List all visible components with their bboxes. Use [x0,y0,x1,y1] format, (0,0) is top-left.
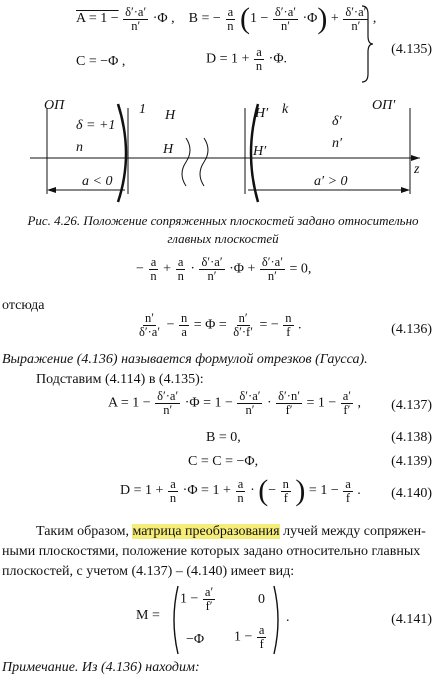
eq-4135-B: B = − [188,11,221,27]
paragraph-line2: ными плоскостями, положение которых задано относительно главных [2,544,421,559]
label-H-top: H [165,108,176,123]
label-H-prime-top: H′ [255,106,269,121]
paragraph-line3: плоскостей, с учетом (4.137) – (4.140) имеет вид: [2,564,295,579]
eq-4138: B = 0, [206,430,241,445]
substitute-line: Подставим (4.114) в (4.135): [36,372,204,387]
eq-4136: $\frac{n'}{\delta'\cdot a'}$ − $\frac{n}{a}$ = Φ = $\frac{n'}{\delta'\cdot f'}$ = − $\frac{n}{f}$ . [139,311,302,339]
matrix-m22: 1 − $\frac{a}{f}$ [234,623,265,651]
fraction: $\frac{\delta'\cdot a'}{n'}$ [345,4,367,33]
fraction: $\frac{a}{n}$ [255,45,263,73]
fraction: $\frac{a}{n}$ [227,4,234,33]
matrix-left-paren-icon [168,584,180,656]
eq-number-4140: (4.140) [391,486,432,501]
matrix-m12: 0 [258,592,265,607]
eq-4137: A = 1 − $\frac{\delta'\cdot a'}{n'}$ ·Φ = 1 − $\frac{\delta'\cdot a'}{n'}$ · $\frac{\delta'\cdot n'}{f'}$ = 1 − $\frac{a'}{f'}$ , [108,389,362,417]
label-H-bottom: H [163,142,174,157]
eq-number-4138: (4.138) [391,430,432,445]
eq-number-4139: (4.139) [391,454,432,469]
eq-gauss-derivation: − $\frac{a}{n}$ + $\frac{a}{n}$ · $\frac{\delta'\cdot a'}{n'}$ ·Φ + $\frac{\delta'\cdot a'}{n'}$ = 0, [136,255,312,283]
eq-number-4135: (4.135) [391,42,432,57]
label-delta-prime: δ′ [332,114,342,129]
highlighted-term: матрица преобразования [132,524,280,539]
label-H-prime-bottom: H′ [253,144,267,159]
eq-4135-row1: A = 1 − $\frac{\delta'\cdot a'}{n'}$ ·Φ , B = − $\frac{a}{n}$ (1 − $\frac{\delta'\cdot a'}{n'}$ ·Φ) + $\frac{\delta'\cdot a'}{n'}$ , [76,2,377,35]
matrix-m11: 1 − $\frac{a'}{f'}$ [180,585,214,613]
eq-4141-end: . [286,610,290,625]
word-otsyuda: отсюда [2,298,45,313]
label-op-prime: ОП′ [372,98,396,113]
figure-caption-line1: Рис. 4.26. Положение сопряженных плоскостей задано относительно [27,213,419,228]
eq-4140: D = 1 + $\frac{a}{n}$ ·Φ = 1 + $\frac{a}{n}$ · (− $\frac{n}{f}$ ) = 1 − $\frac{a}{f}$ . [120,474,361,507]
eq-4135-C: C = −Φ , [76,54,126,69]
eq-number-4137: (4.137) [391,398,432,413]
fraction: $\frac{\delta'\cdot a'}{n'}$ [125,4,147,33]
eq-4139: C = C = −Φ, [188,454,259,469]
curly-brace-icon [360,4,374,84]
label-1: 1 [139,102,146,117]
label-n: n [76,140,83,155]
eq-4135-D: D = 1 + $\frac{a}{n}$ ·Φ. [206,45,288,73]
label-z: z [414,162,420,177]
label-k: k [282,102,289,117]
matrix-right-paren-icon [272,584,284,656]
eq-4141-lhs: M = [136,608,160,623]
gauss-formula-line: Выражение (4.136) называется формулой отрезков (Гаусса). [2,352,368,367]
label-a: a < 0 [82,174,113,189]
fraction: $\frac{\delta'\cdot a'}{n'}$ [274,4,296,33]
label-delta: δ = +1 [76,118,116,133]
label-a-prime: a′ > 0 [314,174,348,189]
eq-number-4136: (4.136) [391,322,432,337]
matrix-m21: −Φ [186,632,205,647]
eq-number-4141: (4.141) [391,612,432,627]
figure-caption-line2: главных плоскостей [167,231,279,246]
label-op: ОП [44,98,65,113]
label-n-prime: n′ [332,136,343,151]
note-line: Примечание. Из (4.136) находим: [2,660,200,675]
eq-4135-row2 [76,54,125,70]
paragraph-line1: Таким образом, матрица преобразования лучей между сопряжен- [36,524,426,539]
eq-4135-A: A = 1 − [76,11,119,27]
